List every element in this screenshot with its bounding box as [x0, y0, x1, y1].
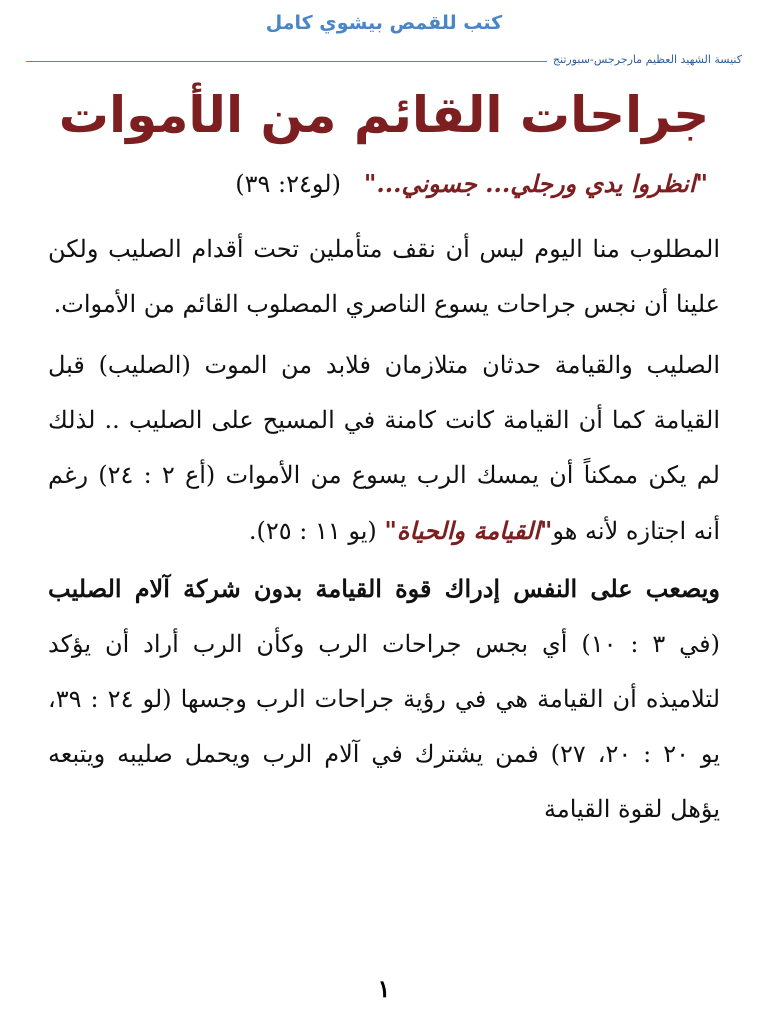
page-number: ١	[377, 974, 391, 1003]
paragraph-1: المطلوب منا اليوم ليس أن نقف متأملين تحت أقدام الصليب ولكن علينا أن نجس جراحات يسوع الناصري المصلوب القائم من الأموات.	[48, 235, 720, 318]
article-body	[48, 222, 720, 843]
paragraph-2	[48, 338, 720, 559]
paragraph-3-emphasis: ويصعب على النفس إدراك قوة القيامة بدون شركة آلام الصليب	[48, 574, 720, 603]
church-name: كنيسة الشهيد العظيم مارجرجس-سبورتنج	[547, 52, 742, 68]
paragraph-3-text: (في ٣ : ١٠) أي بجس جراحات الرب وكأن الرب أراد أن يؤكد لتلاميذه أن القيامة هي في رؤية جراحات الرب وجسها (لو ٢٤ : ٣٩، يو ٢٠ : ٢٠، ٢٧) فمن يشترك في آلام الرب ويحمل صليبه ويتبعه يؤهل لقوة القيامة	[48, 630, 721, 823]
page-title: جراحات القائم من الأموات	[58, 86, 710, 144]
quote-spacer	[349, 170, 357, 198]
quote-reference: (لو٢٤: ٣٩)	[235, 170, 341, 198]
book-series-header: كتب للقمص بيشوي كامل	[265, 12, 503, 34]
highlighted-phrase: "القيامة والحياة"	[384, 516, 553, 545]
paragraph-3	[48, 561, 720, 837]
paragraph-2-text: الصليب والقيامة حدثان متلازمان فلابد من الموت (الصليب) قبل القيامة كما أن القيامة كانت كامنة في المسيح على الصليب .. لذلك لم يكن ممكناً أن يمسك الرب يسوع من الأموات (أع ٢ : ٢٤) رغم أنه اجتازه لأنه هو	[48, 351, 720, 545]
paragraph-2-reference: (يو ١١ : ٢٥).	[248, 517, 385, 545]
quote-text: "انظروا يدي ورجلي... جسوني..."	[363, 169, 708, 198]
header-rule	[0, 52, 768, 70]
scripture-quote	[48, 164, 708, 204]
